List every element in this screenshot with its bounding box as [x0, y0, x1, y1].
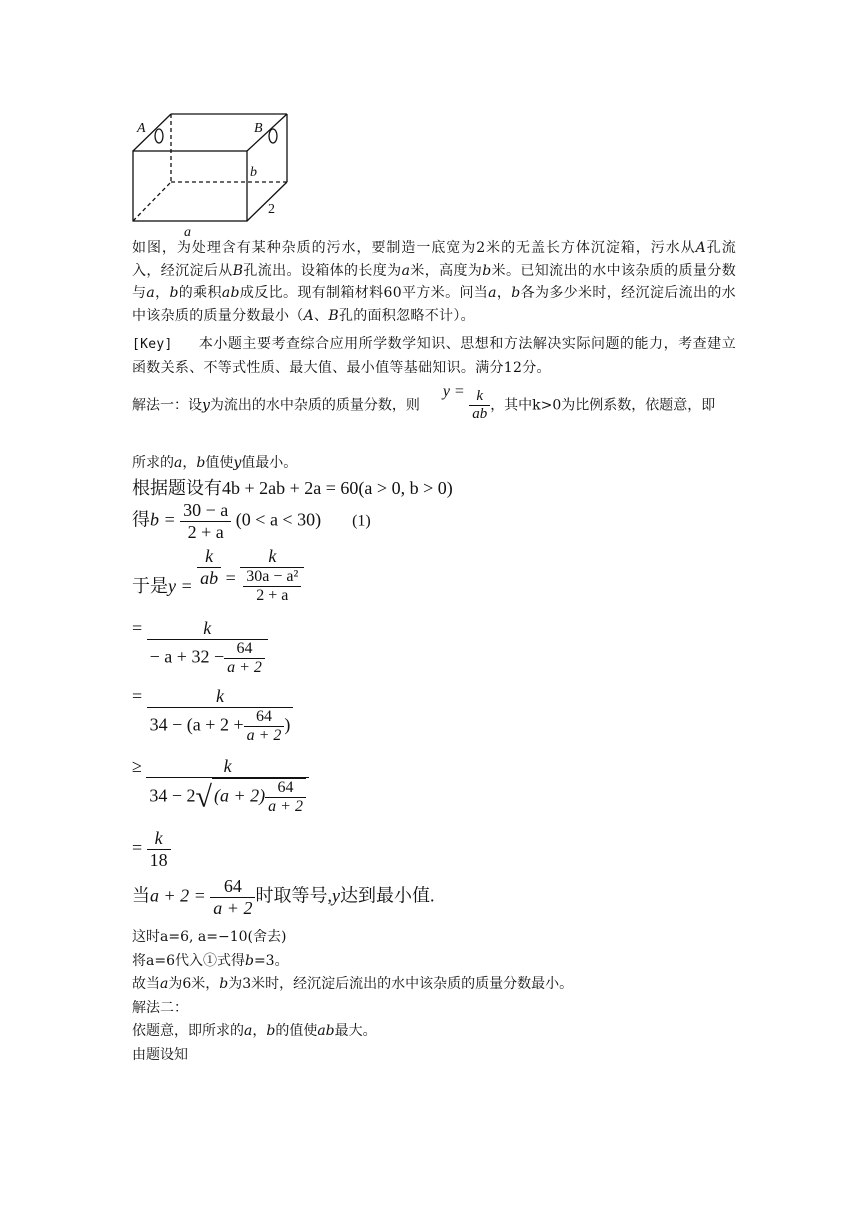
- equation-inequality: ≥ k 34 − 2√ (a + 2) $\frac{64}{a + 2}$: [132, 756, 309, 816]
- tail-line-1: 这时a=6, a=−10(舍去): [132, 929, 287, 945]
- equation-result: = $\frac{k}{18}$: [132, 828, 171, 871]
- label-2: 2: [268, 202, 275, 217]
- tail-line-3: 故当a为6米，b为3米时，经沉淀后流出的水中该杂质的质量分数最小。: [132, 976, 574, 992]
- key-text: [Key] 本小题主要考查综合应用所学数学知识、思想和方法解决实际问题的能力，考查建立函数关系、不等式性质、最大值、最小值等基础知识。满分12分。: [132, 336, 736, 376]
- equation-step5: = k 34 − (a + 2 + $\frac{64}{a + 2}$ ): [132, 686, 293, 745]
- label-b: b: [250, 165, 257, 180]
- tail-line-6: 由题设知: [132, 1047, 188, 1063]
- key-tag: [Key]: [132, 337, 173, 352]
- sqrt-icon: √: [195, 780, 213, 814]
- equation-b: 得b = $\frac{30 - a}{2 + a}$ (0 < a < 30) (1): [132, 500, 371, 542]
- equation-step4: = k − a + 32 − $\frac{64}{a + 2}$: [132, 618, 268, 677]
- tail-line-4: 解法二：: [132, 1000, 188, 1016]
- equation-y: 于是y = $\frac{k}{ab}$ = $\frac{k}{\frac{\text{30a − a²}}{2 + a}}$: [132, 546, 304, 605]
- label-a: a: [184, 225, 191, 237]
- solution1-line1: 解法一：设y为流出的水中杂质的质量分数，则 y = $\frac{k}{ab}$ ，其中k>0为比例系数，依题意，即: [132, 382, 716, 422]
- label-A: A: [137, 121, 146, 136]
- equation-equality-condition: 当a + 2 = $\frac{64}{a + 2}$ 时取等号,y达到最小值.: [132, 876, 435, 918]
- tail-line-2: 将a=6代入①式得b=3。: [132, 953, 289, 969]
- problem-text: 如图，为处理含有某种杂质的污水，要制造一底宽为2米的无盖长方体沉淀箱，污水从A孔流入，经沉淀后从B孔流出。设箱体的长度为a米，高度为b米。已知流出的水中该杂质的质量分数与a，b的乘积ab成反比。现有制箱材料60平方米。问当a，b各为多少米时，经沉淀后流出的水中该杂质的质量分数最小（A、B孔的面积忽略不计）。: [132, 240, 736, 324]
- box-diagram: [128, 112, 298, 237]
- tail-line-5: 依题意，即所求的a，b的值使ab最大。: [132, 1023, 377, 1039]
- equation-constraint: 根据题设有4b + 2ab + 2a = 60(a > 0, b > 0): [132, 478, 453, 498]
- inline-fraction-k-ab: $\frac{k}{ab}$: [469, 388, 490, 423]
- label-B: B: [254, 121, 263, 136]
- solution1-line2: 所求的a，b值使y值最小。: [132, 455, 298, 471]
